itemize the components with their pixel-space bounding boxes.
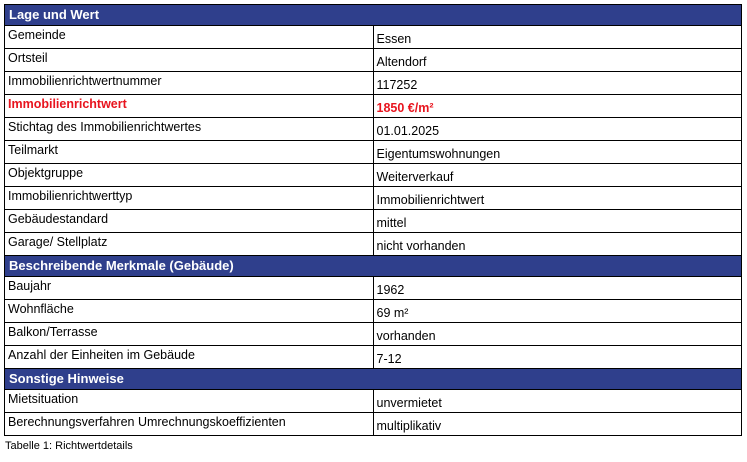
table-row [5, 277, 742, 300]
table-row [5, 95, 742, 118]
section-title: Sonstige Hinweise [5, 369, 742, 390]
row-label: Immobilienrichtwerttyp [5, 187, 374, 210]
row-value: unvermietet [373, 390, 742, 413]
table-row [5, 118, 742, 141]
table-row [5, 346, 742, 369]
row-value: Altendorf [373, 49, 742, 72]
row-label: Wohnfläche [5, 300, 374, 323]
row-value: 117252 [373, 72, 742, 95]
richtwert-details [4, 4, 742, 452]
table-caption: Tabelle 1: Richtwertdetails [5, 440, 133, 452]
row-value: 1962 [373, 277, 742, 300]
row-label: Mietsituation [5, 390, 374, 413]
section-header [5, 256, 742, 277]
row-label: Berechnungsverfahren Umrechnungskoeffizienten [5, 413, 374, 436]
table-row [5, 26, 742, 49]
row-value: multiplikativ [373, 413, 742, 436]
row-value: 69 m² [373, 300, 742, 323]
row-label: Garage/ Stellplatz [5, 233, 374, 256]
row-label: Gemeinde [5, 26, 374, 49]
table-row [5, 141, 742, 164]
table-row [5, 164, 742, 187]
row-value: 01.01.2025 [373, 118, 742, 141]
table-row [5, 72, 742, 95]
row-value: mittel [373, 210, 742, 233]
section-title: Beschreibende Merkmale (Gebäude) [5, 256, 742, 277]
row-label: Anzahl der Einheiten im Gebäude [5, 346, 374, 369]
section-title: Lage und Wert [5, 5, 742, 26]
row-value: vorhanden [373, 323, 742, 346]
section-header [5, 5, 742, 26]
table-row [5, 323, 742, 346]
row-value: nicht vorhanden [373, 233, 742, 256]
table-row [5, 390, 742, 413]
row-value: 1850 €/m² [373, 95, 742, 118]
row-label: Immobilienrichtwertnummer [5, 72, 374, 95]
table-row [5, 210, 742, 233]
section-header [5, 369, 742, 390]
richtwert-table [4, 4, 742, 436]
table-row [5, 413, 742, 436]
row-value: Immobilienrichtwert [373, 187, 742, 210]
row-label: Gebäudestandard [5, 210, 374, 233]
row-value: Weiterverkauf [373, 164, 742, 187]
row-value: Eigentumswohnungen [373, 141, 742, 164]
row-label: Balkon/Terrasse [5, 323, 374, 346]
row-label: Teilmarkt [5, 141, 374, 164]
row-label: Ortsteil [5, 49, 374, 72]
table-row [5, 300, 742, 323]
row-value: Essen [373, 26, 742, 49]
row-label: Immobilienrichtwert [5, 95, 374, 118]
table-row [5, 187, 742, 210]
row-label: Stichtag des Immobilienrichtwertes [5, 118, 374, 141]
row-value: 7-12 [373, 346, 742, 369]
table-row [5, 233, 742, 256]
row-label: Baujahr [5, 277, 374, 300]
row-label: Objektgruppe [5, 164, 374, 187]
table-row [5, 49, 742, 72]
richtwert-table-body [5, 5, 742, 436]
